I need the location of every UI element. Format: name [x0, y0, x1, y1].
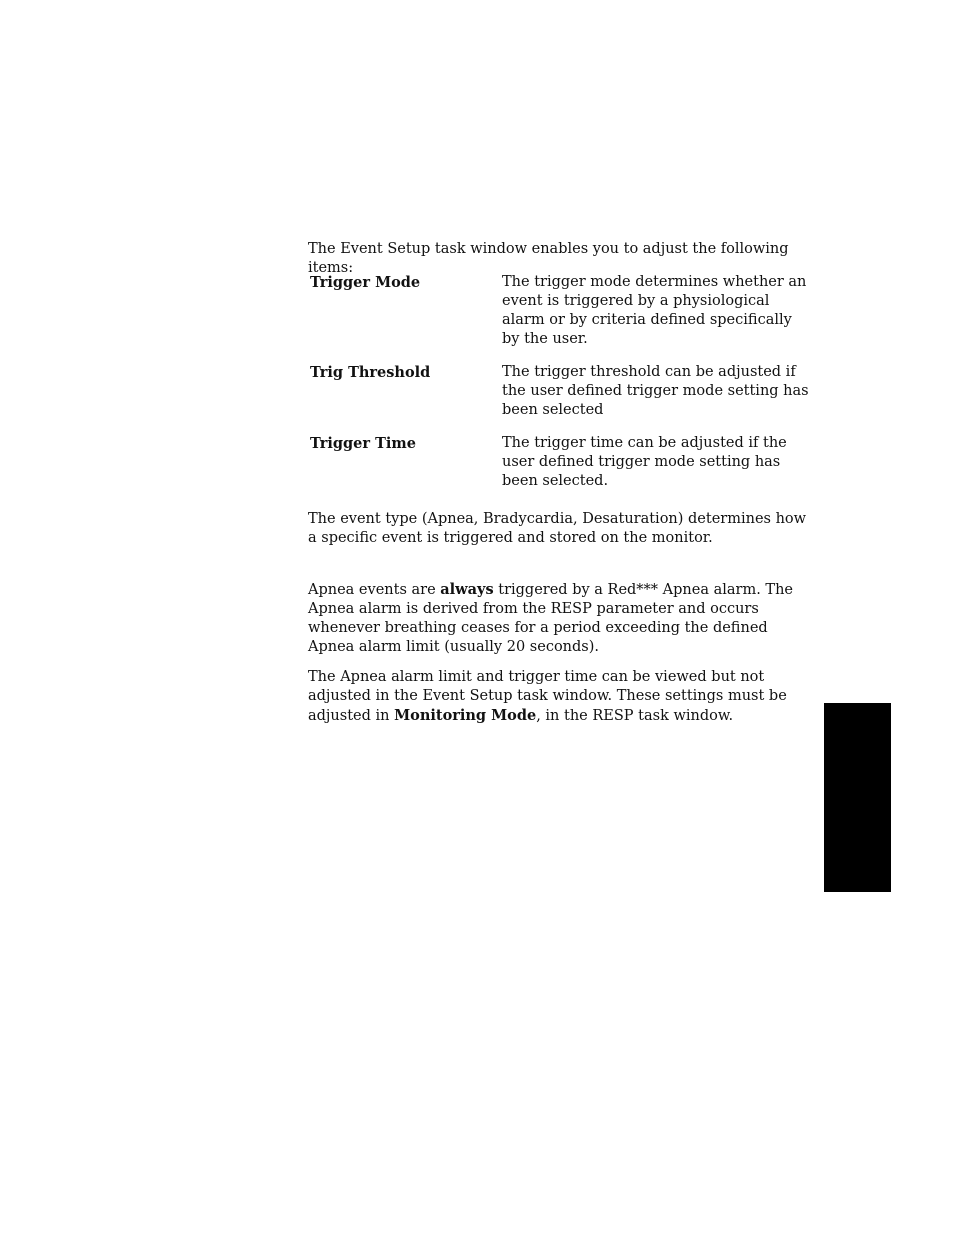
limit-text-post: , in the RESP task window.: [536, 708, 734, 724]
event-type-paragraph: The event type (Apnea, Bradycardia, Desaturation) determines how a specific event is triggered and stored on the monitor.: [308, 511, 807, 546]
term-trigger-mode: Trigger Mode: [310, 274, 421, 291]
settings-definition-list: [308, 273, 813, 505]
term-trigger-time: Trigger Time: [310, 435, 416, 452]
apnea-text-pre: Apnea events are: [308, 582, 441, 598]
chapter-thumb-tab: [824, 703, 891, 892]
limit-text-bold: Monitoring Mode: [394, 707, 537, 724]
desc-trigger-mode: The trigger mode determines whether an event is triggered by a physiological alarm or by criteria defined specifically by the user.: [502, 274, 807, 347]
desc-trig-threshold: The trigger threshold can be adjusted if the user defined trigger mode setting has been selected: [502, 364, 809, 418]
desc-trigger-time: The trigger time can be adjusted if the user defined trigger mode setting has been selected.: [502, 435, 787, 489]
apnea-paragraph: [308, 580, 813, 657]
definition-item-trigger-mode: [308, 273, 813, 349]
limit-text-pre: The Apnea alarm limit and trigger time can be viewed but not adjusted in the Event Setup task window. These settings must be adjusted in: [308, 669, 787, 724]
alarm-limit-paragraph: [308, 668, 813, 726]
definition-item-trigger-time: [308, 434, 813, 491]
apnea-text-post: triggered by a Red*** Apnea alarm. The Apnea alarm is derived from the RESP parameter and occurs whenever breathing ceases for a period exceeding the defined Apnea alarm limit (usually 20 seconds).: [308, 582, 794, 655]
term-trig-threshold: Trig Threshold: [310, 364, 431, 381]
apnea-text-bold: always: [440, 581, 494, 598]
intro-paragraph: The Event Setup task window enables you to adjust the following items:: [308, 241, 789, 276]
definition-item-trig-threshold: [308, 363, 813, 420]
